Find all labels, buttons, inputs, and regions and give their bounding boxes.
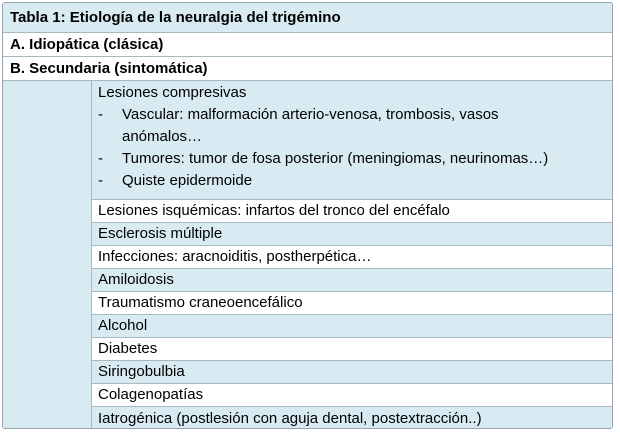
bullet-dash: - xyxy=(98,106,103,123)
cause-label: Siringobulbia xyxy=(98,363,185,380)
table-row xyxy=(92,315,612,338)
table-row xyxy=(92,292,612,315)
list-item xyxy=(98,148,612,170)
table-row xyxy=(92,407,612,429)
list-item-text: Tumores: tumor de fosa posterior (meningiomas, neurinomas…) xyxy=(122,150,549,167)
indent-column xyxy=(3,81,92,428)
list-item-continuation: anómalos… xyxy=(122,128,203,145)
list-item-text: Vascular: malformación arterio-venosa, trombosis, vasos xyxy=(122,106,499,123)
table-title-text: Tabla 1: Etiología de la neuralgia del trigémino xyxy=(10,8,341,26)
cause-label: Traumatismo craneoencefálico xyxy=(98,294,303,311)
table-row xyxy=(92,361,612,384)
list-item xyxy=(98,104,612,126)
cause-label: Lesiones isquémicas: infartos del tronco del encéfalo xyxy=(98,202,450,219)
cause-label: Esclerosis múltiple xyxy=(98,225,223,242)
etiology-table xyxy=(2,2,613,429)
compressive-heading: Lesiones compresivas xyxy=(98,84,247,101)
table-row xyxy=(92,246,612,269)
list-item-text: Quiste epidermoide xyxy=(122,172,253,189)
table-row xyxy=(92,223,612,246)
cause-label: Infecciones: aracnoiditis, postherpética… xyxy=(98,248,372,265)
cause-label: Alcohol xyxy=(98,317,148,334)
category-b-label: B. Secundaria (sintomática) xyxy=(10,59,208,77)
table-title xyxy=(3,3,612,33)
category-b-row xyxy=(3,57,612,81)
compressive-lesions-cell xyxy=(92,81,612,200)
list-item xyxy=(98,170,612,192)
table-row xyxy=(92,338,612,361)
cause-label: Amiloidosis xyxy=(98,271,174,288)
cause-label: Iatrogénica (postlesión con aguja dental, postextracción..) xyxy=(98,409,482,427)
cause-label: Colagenopatías xyxy=(98,386,204,403)
category-a-label: A. Idiopática (clásica) xyxy=(10,35,164,53)
bullet-dash: - xyxy=(98,150,103,167)
cause-label: Diabetes xyxy=(98,340,158,357)
table-row xyxy=(92,269,612,292)
category-a-row xyxy=(3,33,612,57)
table-row xyxy=(92,384,612,407)
bullet-dash: - xyxy=(98,172,103,189)
table-row xyxy=(92,200,612,223)
